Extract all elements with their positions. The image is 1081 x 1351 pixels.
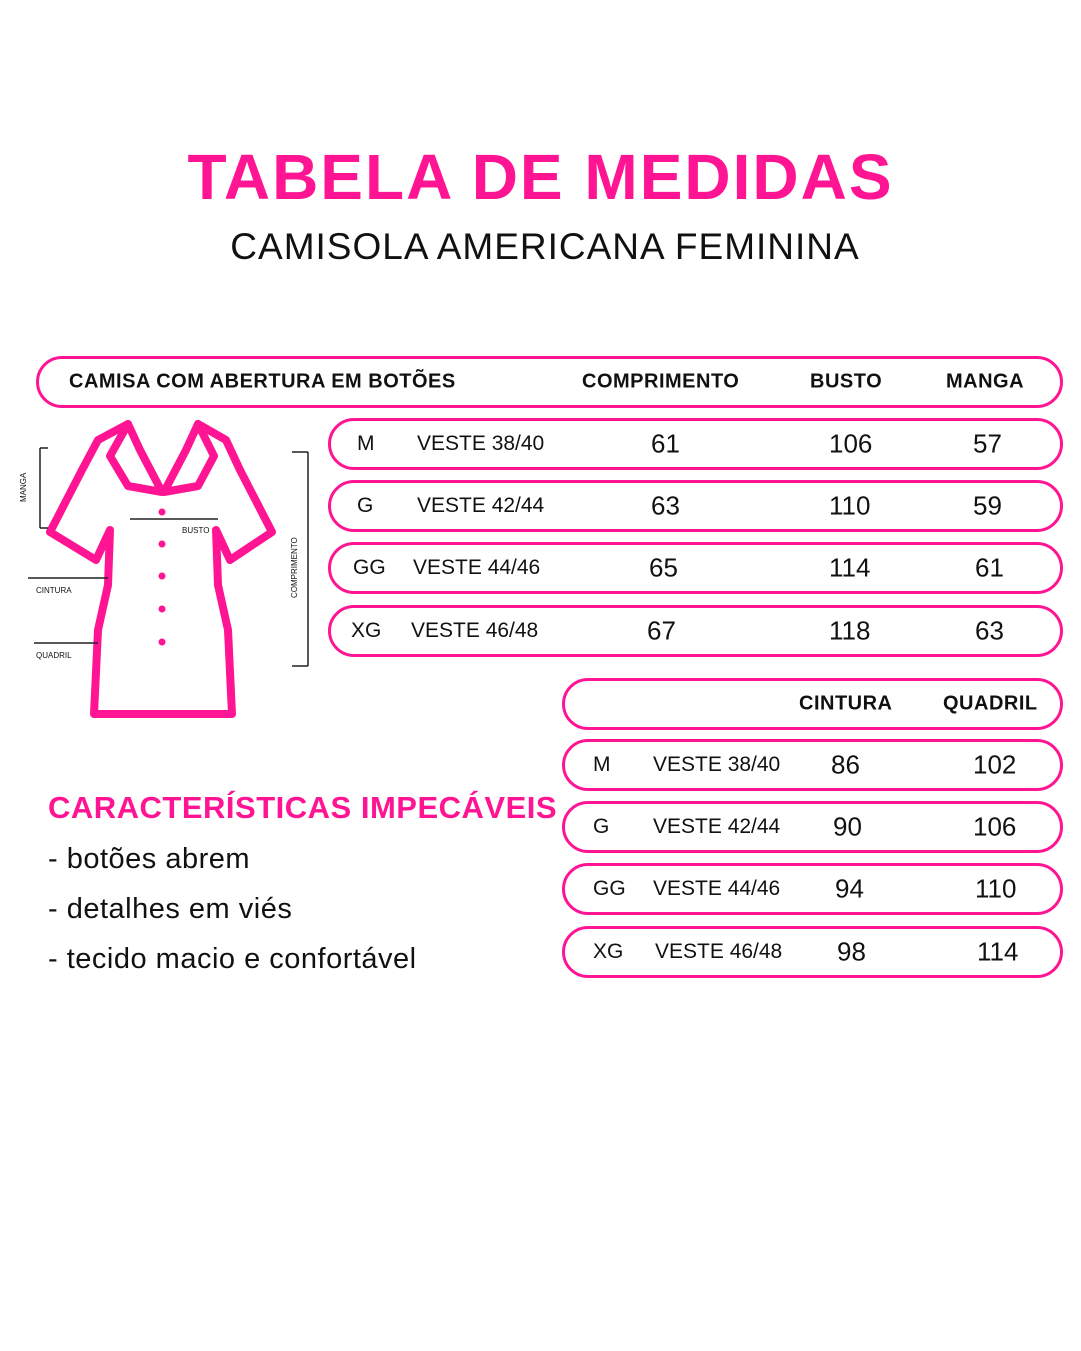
quadril-value: 110 (975, 873, 1017, 904)
collar-left (110, 424, 162, 492)
size-label: M (593, 753, 611, 776)
shirt-outline (50, 424, 272, 714)
table2-row (562, 863, 1063, 915)
quadril-label: QUADRIL (36, 651, 72, 660)
button-dot (159, 509, 166, 516)
quadril-value: 102 (973, 749, 1017, 780)
button-dot (159, 573, 166, 580)
button-dot (159, 541, 166, 548)
comprimento-label: COMPRIMENTO (290, 537, 299, 598)
veste-label: VESTE 44/46 (413, 556, 541, 579)
manga-value: 57 (973, 428, 1002, 459)
table1-row (328, 480, 1063, 532)
cintura-value: 86 (831, 749, 860, 780)
size-label: GG (593, 877, 626, 900)
manga-label: MANGA (19, 472, 28, 502)
table2-row (562, 801, 1063, 853)
manga-value: 59 (973, 490, 1002, 521)
comprimento-value: 61 (651, 428, 680, 459)
size-label: XG (593, 940, 624, 963)
manga-value: 61 (975, 552, 1004, 583)
size-label: G (593, 815, 610, 838)
features-title: CARACTERÍSTICAS IMPECÁVEIS (48, 790, 558, 825)
table1-row (328, 418, 1063, 470)
page-subtitle: CAMISOLA AMERICANA FEMININA (230, 226, 860, 267)
manga-marker (40, 448, 48, 528)
size-label: GG (353, 556, 386, 579)
comprimento-value: 63 (651, 490, 680, 521)
table1-header-comprimento: COMPRIMENTO (582, 370, 740, 393)
veste-label: VESTE 42/44 (653, 815, 781, 838)
veste-label: VESTE 46/48 (411, 619, 539, 642)
table1-header-manga: MANGA (946, 370, 1025, 393)
feature-item: - detalhes em viés (48, 893, 293, 925)
veste-label: VESTE 44/46 (653, 877, 781, 900)
button-dot (159, 606, 166, 613)
button-dot (159, 639, 166, 646)
manga-value: 63 (975, 615, 1004, 646)
feature-item: - tecido macio e confortável (48, 943, 417, 975)
page-title: TABELA DE MEDIDAS (187, 141, 894, 213)
comprimento-value: 67 (647, 615, 676, 646)
cintura-label: CINTURA (36, 586, 72, 595)
comprimento-value: 65 (649, 552, 678, 583)
table2-header-quadril: QUADRIL (943, 692, 1038, 715)
busto-label: BUSTO (182, 526, 210, 535)
veste-label: VESTE 38/40 (417, 432, 545, 455)
veste-label: VESTE 46/48 (655, 940, 783, 963)
size-label: M (357, 432, 375, 455)
veste-label: VESTE 42/44 (417, 494, 545, 517)
table1-header-product: CAMISA COM ABERTURA EM BOTÕES (69, 370, 456, 393)
size-label: XG (351, 619, 382, 642)
table2-row (562, 739, 1063, 791)
busto-value: 106 (829, 428, 873, 459)
shirt-diagram (0, 410, 320, 730)
veste-label: VESTE 38/40 (653, 753, 781, 776)
size-label: G (357, 494, 374, 517)
table2-header-row (562, 678, 1063, 730)
quadril-value: 114 (977, 936, 1019, 967)
table2-row (562, 926, 1063, 978)
cintura-value: 94 (835, 873, 864, 904)
busto-value: 114 (829, 552, 871, 583)
table2-header-cintura: CINTURA (799, 692, 893, 715)
busto-value: 118 (829, 615, 871, 646)
feature-item: - botões abrem (48, 843, 251, 875)
table1-header-row (36, 356, 1063, 408)
collar-right (164, 424, 214, 492)
table1-row (328, 542, 1063, 594)
cintura-value: 90 (833, 811, 862, 842)
busto-value: 110 (829, 490, 871, 521)
table1-header-busto: BUSTO (810, 370, 883, 393)
cintura-value: 98 (837, 936, 866, 967)
table1-row (328, 605, 1063, 657)
quadril-value: 106 (973, 811, 1017, 842)
